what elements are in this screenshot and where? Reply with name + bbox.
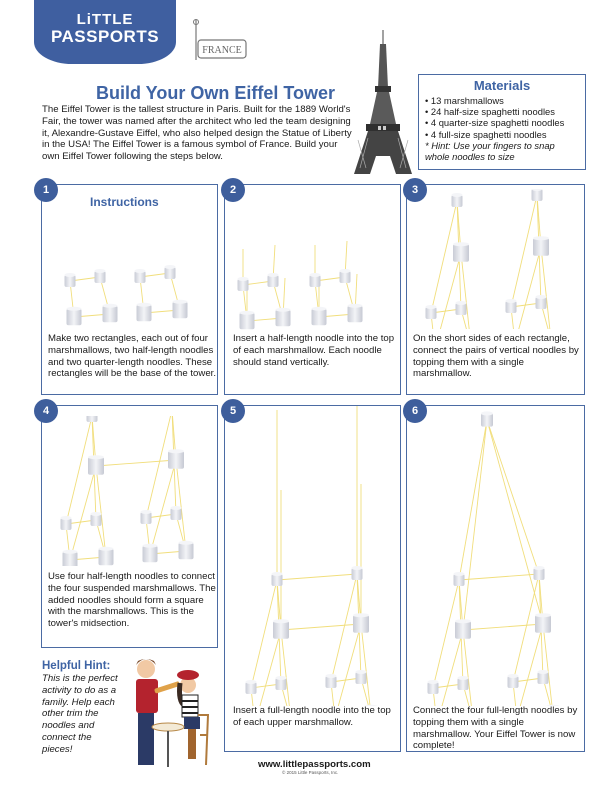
- marshmallow-icon: [453, 242, 469, 262]
- noodle-line: [459, 574, 539, 580]
- marshmallow-icon: [428, 680, 439, 694]
- logo-line1: LiTTLE: [76, 11, 134, 28]
- step-2-text: Insert a half-length noodle into the top of each marshmallow. Each noodle should stand vertically.: [233, 333, 395, 368]
- step-2-badge: 2: [221, 178, 245, 202]
- step-6-panel: [406, 405, 585, 752]
- noodle-line: [281, 624, 361, 630]
- little-passports-logo: [34, 0, 176, 64]
- marshmallow-icon: [276, 676, 287, 690]
- step-6-diagram: [407, 406, 583, 706]
- noodle-line: [543, 624, 553, 706]
- marshmallow-icon: [273, 619, 289, 639]
- materials-hint: * Hint: Use your fingers to snap whole noodles to size: [425, 139, 555, 163]
- marshmallow-icon: [538, 670, 549, 684]
- step-2-panel: [224, 184, 401, 395]
- helpful-hint-text: This is the perfect activity to do as a family. Help each other trim the noodles and connect the pieces!: [42, 673, 118, 755]
- marshmallow-icon: [508, 674, 519, 688]
- noodle-line: [361, 624, 371, 706]
- step-6-text: Connect the four full-length noodles by topping them with a single marshmallow. Your Eiffel Tower is now complete!: [413, 705, 578, 752]
- marshmallow-icon: [137, 303, 152, 322]
- noodle-line: [487, 420, 539, 574]
- marshmallow-icon: [533, 236, 549, 256]
- instructions-heading: Instructions: [90, 195, 159, 209]
- noodle-line: [461, 253, 471, 329]
- step-6-badge: 6: [403, 399, 427, 423]
- marshmallow-icon: [455, 619, 471, 639]
- marshmallow-icon: [481, 411, 493, 426]
- marshmallow-icon: [143, 544, 158, 563]
- noodle-line: [277, 574, 357, 580]
- step-2-diagram: [225, 225, 399, 335]
- marshmallow-icon: [310, 273, 321, 287]
- step-3-diagram: [407, 189, 583, 329]
- noodle-line: [463, 630, 473, 706]
- marshmallow-icon: [326, 674, 337, 688]
- marshmallow-icon: [535, 613, 551, 633]
- noodle-line: [96, 460, 176, 466]
- marshmallow-icon: [141, 510, 152, 524]
- step-3-panel: [406, 184, 585, 395]
- step-4-text: Use four half-length noodles to connect the four suspended marshmallows. The added noodles should form a square with the marshmallows. This is the tower's midsection.: [48, 571, 216, 630]
- step-1-text: Make two rectangles, each out of four marshmallows, two half-length noodles and two quarter-length noodles. These rectangles will be the base of the tower.: [48, 333, 216, 380]
- marshmallow-icon: [454, 572, 465, 586]
- marshmallow-icon: [272, 572, 283, 586]
- noodle-line: [435, 253, 461, 329]
- marshmallow-icon: [173, 300, 188, 319]
- materials-box: [418, 74, 586, 170]
- marshmallow-icon: [452, 193, 463, 207]
- marshmallow-icon: [61, 516, 72, 530]
- noodle-line: [437, 630, 463, 706]
- step-5-text: Insert a full-length noodle into the top of each upper marshmallow.: [233, 705, 391, 728]
- marshmallow-icon: [534, 566, 545, 580]
- page-title: Build Your Own Eiffel Tower: [96, 83, 336, 103]
- marshmallow-icon: [246, 680, 257, 694]
- materials-item: • 4 full-size spaghetti noodles: [425, 128, 547, 140]
- marshmallow-icon: [171, 506, 182, 520]
- marshmallow-icon: [67, 307, 82, 326]
- marshmallow-icon: [103, 304, 118, 323]
- marshmallow-icon: [348, 304, 363, 323]
- noodle-line: [335, 624, 361, 706]
- marshmallow-icon: [426, 305, 437, 319]
- marshmallow-icon: [240, 311, 255, 330]
- noodle-line: [463, 420, 487, 630]
- step-1-panel: [41, 184, 218, 395]
- step-4-panel: [41, 405, 218, 648]
- marshmallow-icon: [168, 449, 184, 469]
- family-illustration: [124, 655, 216, 777]
- marshmallow-icon: [506, 299, 517, 313]
- marshmallow-icon: [91, 512, 102, 526]
- noodle-line: [96, 466, 106, 557]
- marshmallow-icon: [532, 189, 543, 201]
- marshmallow-icon: [353, 613, 369, 633]
- marshmallow-icon: [456, 301, 467, 315]
- marshmallow-icon: [238, 277, 249, 291]
- marshmallow-icon: [276, 308, 291, 327]
- noodle-line: [463, 624, 543, 630]
- noodle-line: [459, 420, 487, 580]
- intro-paragraph: The Eiffel Tower is the tallest structure in Paris. Built for the 1889 World's Fair, the tower was named after the architect who led the team designing it, Alexandre-Gustave Eiffel, who also helped design the Statue of Liberty in the USA! The Eiffel Tower is a famous symbol of France. Build your own Eiffel Tower following the steps below.: [42, 104, 352, 163]
- footer-url[interactable]: www.littlepassports.com: [258, 759, 371, 770]
- step-1-badge: 1: [34, 178, 58, 202]
- materials-item: • 4 quarter-size spaghetti noodles: [425, 117, 565, 129]
- marshmallow-icon: [340, 269, 351, 283]
- stamp-label: FRANCE: [202, 45, 242, 56]
- noodle-line: [541, 247, 551, 329]
- step-1-diagram: [42, 255, 216, 335]
- marshmallow-icon: [458, 676, 469, 690]
- noodle-line: [281, 630, 291, 706]
- noodle-line: [255, 630, 281, 706]
- step-4-diagram: [42, 416, 216, 566]
- france-stamp-icon: [190, 16, 248, 66]
- step-3-badge: 3: [403, 178, 427, 202]
- marshmallow-icon: [352, 566, 363, 580]
- marshmallow-icon: [356, 670, 367, 684]
- marshmallow-icon: [165, 265, 176, 279]
- logo-line2: PASSPORTS: [50, 27, 160, 46]
- noodle-line: [517, 624, 543, 706]
- marshmallow-icon: [536, 295, 547, 309]
- marshmallow-icon: [63, 550, 78, 566]
- marshmallow-icon: [312, 307, 327, 326]
- step-5-panel: [224, 405, 401, 752]
- materials-item: • 24 half-size spaghetti noodles: [425, 106, 555, 118]
- eiffel-tower-icon: [350, 28, 416, 178]
- marshmallow-icon: [268, 273, 279, 287]
- step-4-badge: 4: [34, 399, 58, 423]
- marshmallow-icon: [135, 269, 146, 283]
- step-5-badge: 5: [221, 399, 245, 423]
- marshmallow-icon: [88, 455, 104, 475]
- footer-copyright: © 2015 Little Passports, Inc.: [282, 770, 339, 775]
- helpful-hint-heading: Helpful Hint:: [42, 660, 111, 672]
- marshmallow-icon: [87, 416, 98, 422]
- marshmallow-icon: [95, 269, 106, 283]
- step-5-diagram: [225, 406, 399, 706]
- marshmallow-icon: [99, 547, 114, 566]
- marshmallow-icon: [179, 541, 194, 560]
- marshmallow-icon: [65, 273, 76, 287]
- noodle-line: [176, 460, 186, 551]
- materials-heading: Materials: [473, 78, 531, 93]
- noodle-line: [487, 420, 543, 624]
- materials-item: • 13 marshmallows: [425, 95, 504, 106]
- noodle-line: [515, 247, 541, 329]
- step-3-text: On the short sides of each rectangle, connect the pairs of vertical noodles by topping them with a single marshmallow.: [413, 333, 579, 380]
